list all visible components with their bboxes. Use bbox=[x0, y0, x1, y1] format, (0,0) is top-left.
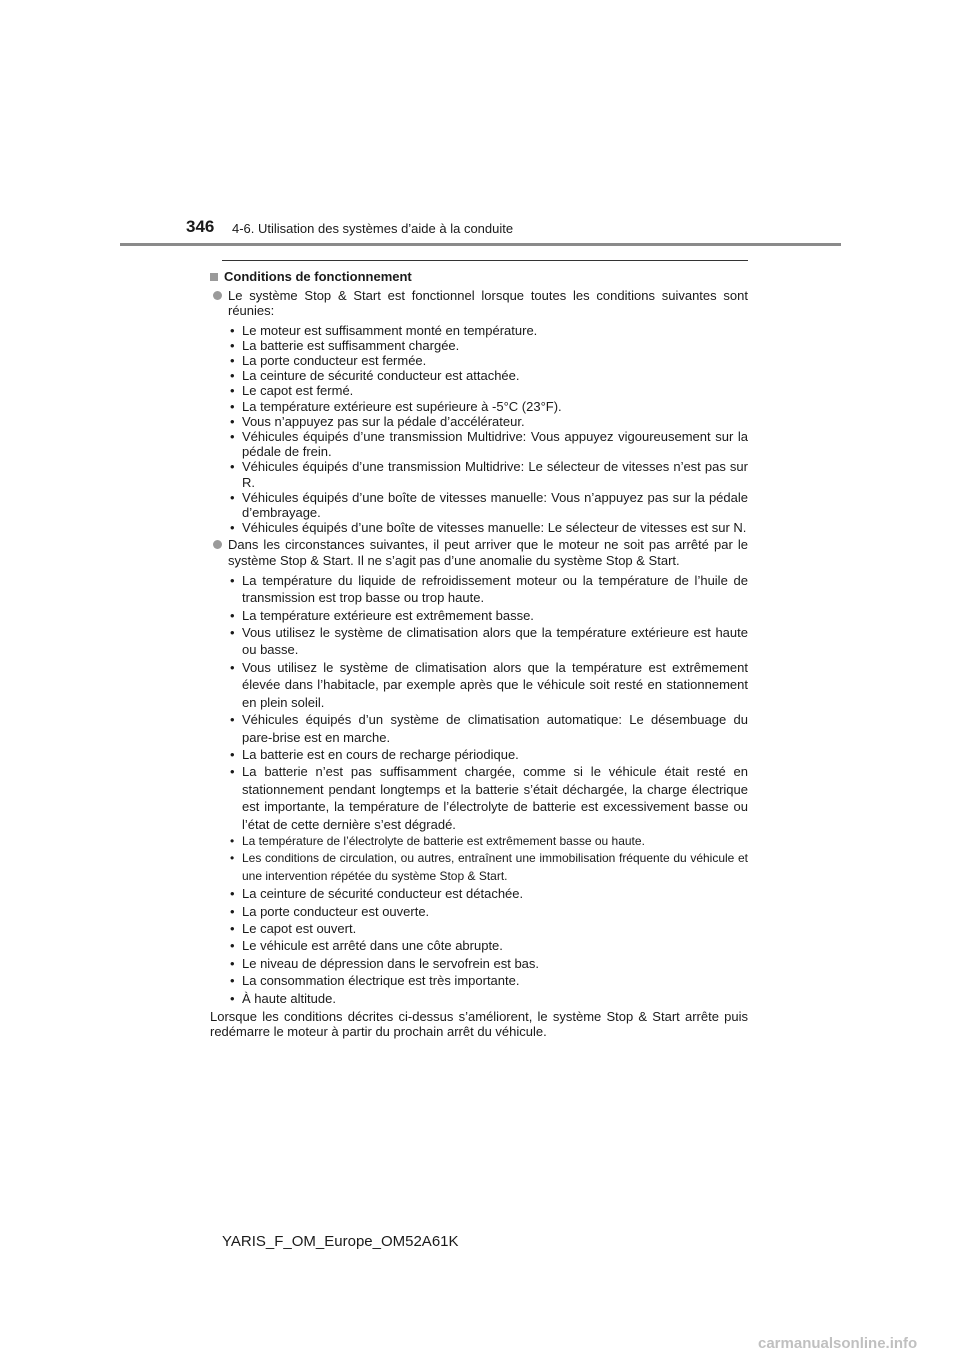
list-item: • Véhicules équipés d’une boîte de vitesses manuelle: Vous n’appuyez pas sur la pédale d’embrayage. bbox=[228, 490, 748, 520]
list-item: • La température extérieure est supérieure à -5°C (23°F). bbox=[228, 399, 748, 414]
list-item: • Le véhicule est arrêté dans une côte abrupte. bbox=[228, 937, 748, 954]
header-rule bbox=[120, 243, 841, 246]
section-heading bbox=[210, 269, 748, 284]
conditions-list bbox=[228, 323, 748, 536]
list-item: • Vous utilisez le système de climatisation alors que la température extérieure est haute ou basse. bbox=[228, 624, 748, 659]
list-item: • Véhicules équipés d’une transmission Multidrive: Vous appuyez vigoureusement sur la pédale de frein. bbox=[228, 429, 748, 459]
list-item: • La batterie n’est pas suffisamment chargée, comme si le véhicule était resté en stationnement pendant longtemps et la batterie s’était déchargée, la charge électrique est importante, la température de l’électrolyte de batterie est excessivement basse ou l’état de cette dernière s’est dégradé. bbox=[228, 763, 748, 833]
list-item: • La porte conducteur est ouverte. bbox=[228, 903, 748, 920]
exceptions-list bbox=[228, 572, 748, 1007]
list-item: • Vous utilisez le système de climatisation alors que la température est extrêmement élevée dans l’habitacle, par exemple après que le véhicule soit resté en stationnement en plein soleil. bbox=[228, 659, 748, 711]
list-item: • Les conditions de circulation, ou autres, entraînent une immobilisation fréquente du véhicule et une intervention répétée du système Stop & Start. bbox=[228, 850, 748, 885]
exceptions-intro-text: Dans les circonstances suivantes, il peut arriver que le moteur ne soit pas arrêté par le système Stop & Start. Il ne s’agit pas d’une anomalie du système Stop & Start. bbox=[228, 537, 748, 568]
exceptions-intro bbox=[210, 537, 748, 567]
list-item: • Vous n’appuyez pas sur la pédale d’accélérateur. bbox=[228, 414, 748, 429]
list-item: • La ceinture de sécurité conducteur est attachée. bbox=[228, 368, 748, 383]
list-item: • Véhicules équipés d’une boîte de vitesses manuelle: Le sélecteur de vitesses est sur N. bbox=[228, 520, 748, 535]
list-item: • La ceinture de sécurité conducteur est détachée. bbox=[228, 885, 748, 902]
section-divider bbox=[222, 260, 748, 261]
list-item: • La consommation électrique est très importante. bbox=[228, 972, 748, 989]
list-item: • Véhicules équipés d’un système de climatisation automatique: Le désembuage du pare-brise est en marche. bbox=[228, 711, 748, 746]
list-item: • À haute altitude. bbox=[228, 990, 748, 1007]
square-bullet-icon bbox=[210, 273, 218, 281]
chapter-title: 4-6. Utilisation des systèmes d’aide à la conduite bbox=[232, 221, 514, 236]
watermark: carmanualsonline.info bbox=[758, 1335, 918, 1352]
page-content bbox=[210, 269, 748, 1039]
circle-bullet-icon bbox=[213, 540, 222, 549]
closing-paragraph: Lorsque les conditions décrites ci-dessus s’améliorent, le système Stop & Start arrête puis redémarre le moteur à partir du prochain arrêt du véhicule. bbox=[210, 1009, 748, 1040]
list-item: • La porte conducteur est fermée. bbox=[228, 353, 748, 368]
circle-bullet-icon bbox=[213, 291, 222, 300]
page-number: 346 bbox=[186, 217, 215, 236]
list-item: • Le moteur est suffisamment monté en température. bbox=[228, 323, 748, 338]
list-item: • La batterie est suffisamment chargée. bbox=[228, 338, 748, 353]
conditions-intro-text: Le système Stop & Start est fonctionnel lorsque toutes les conditions suivantes sont réunies: bbox=[228, 288, 748, 319]
list-item: • La température de l’électrolyte de batterie est extrêmement basse ou haute. bbox=[228, 833, 748, 850]
list-item: • La batterie est en cours de recharge périodique. bbox=[228, 746, 748, 763]
section-heading-text: Conditions de fonctionnement bbox=[224, 269, 412, 284]
list-item: • Le niveau de dépression dans le servofrein est bas. bbox=[228, 955, 748, 972]
list-item: • Le capot est fermé. bbox=[228, 383, 748, 398]
list-item: • Le capot est ouvert. bbox=[228, 920, 748, 937]
list-item: • Véhicules équipés d’une transmission Multidrive: Le sélecteur de vitesses n’est pas sur R. bbox=[228, 459, 748, 489]
conditions-intro bbox=[210, 288, 748, 318]
list-item: • La température extérieure est extrêmement basse. bbox=[228, 607, 748, 624]
document-code: YARIS_F_OM_Europe_OM52A61K bbox=[222, 1233, 459, 1250]
list-item: • La température du liquide de refroidissement moteur ou la température de l’huile de transmission est trop basse ou trop haute. bbox=[228, 572, 748, 607]
